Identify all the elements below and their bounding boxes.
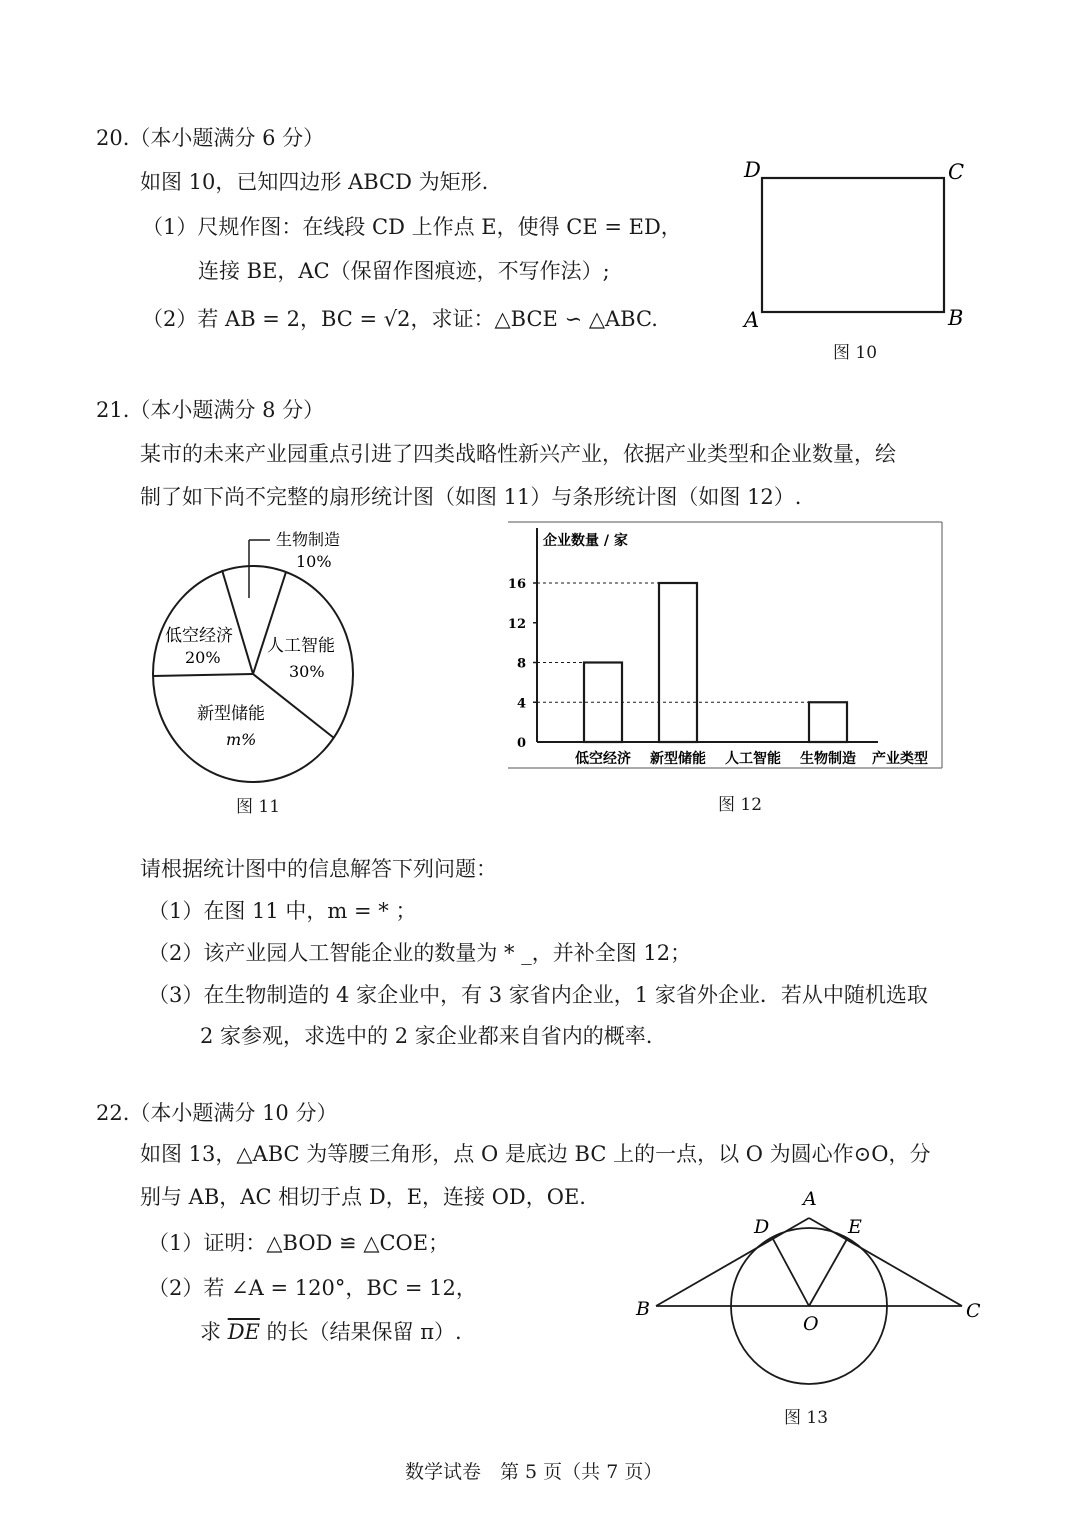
label-D: D [754,1216,770,1238]
q20-header: 20.（本小题满分 6 分） [96,126,325,150]
label-B: B [636,1298,650,1320]
label-E: E [848,1216,862,1238]
pie-label-storage: 新型储能 [197,704,265,724]
q22-part2-pre: 求 [200,1320,221,1344]
label-A: A [744,308,760,332]
figure-11-caption: 图 11 [236,797,281,817]
q20-intro: 如图 10，已知四边形 ABCD 为矩形. [140,170,489,194]
q22-part1: （1）证明：△BOD ≌ △COE； [148,1231,450,1255]
q20-part2: （2）若 AB = 2，BC = √2，求证：△BCE ∽ △ABC. [142,307,658,331]
q21-header: 21.（本小题满分 8 分） [96,398,325,422]
y-tick-label: 12 [507,616,526,632]
segment-od [773,1239,809,1306]
arc-de: $\overline{DE}$ [227,1320,260,1344]
q20-part1: （1）尺规作图：在线段 CD 上作点 E，使得 CE = ED， [142,215,682,239]
q22-part2: （2）若 ∠A = 120°，BC = 12， [148,1276,477,1300]
q22-intro-line1: 如图 13，△ABC 为等腰三角形，点 O 是底边 BC 上的一点，以 O 为圆心作⊙O，分 [140,1142,931,1166]
pie-value-lowalt: 20% [185,648,221,667]
y-axis-label: 企业数量 / 家 [543,533,628,549]
x-tick-label: 低空经济 [575,751,631,767]
q21-sub3-cont: 2 家参观，求选中的 2 家企业都来自省内的概率. [200,1024,653,1048]
q21-sub2: （2）该产业园人工智能企业的数量为 * _，并补全图 12； [148,941,692,965]
q21-prompt: 请根据统计图中的信息解答下列问题： [140,857,497,881]
y-tick-label: 4 [516,696,526,712]
label-C: C [948,160,965,184]
label-C: C [966,1300,981,1322]
y-tick-label: 8 [516,656,526,672]
q21-sub3: （3）在生物制造的 4 家企业中，有 3 家省内企业，1 家省外企业．若从中随机选取 [148,983,928,1007]
q22-part2-post: 的长（结果保留 π）. [266,1320,462,1344]
segment-oe [809,1239,847,1306]
y-tick-label: 0 [516,736,526,751]
figure-10-caption: 图 10 [833,343,878,363]
pie-value-storage: m% [226,730,257,749]
x-tick-label: 生物制造 [800,751,856,767]
pie-label-ai: 人工智能 [267,636,335,656]
y-tick-label: 16 [507,577,526,592]
page-footer: 数学试卷 第 5 页（共 7 页） [405,1461,663,1483]
pie-label-bio: 生物制造 [276,530,341,549]
label-O: O [803,1313,819,1335]
pie-value-ai: 30% [289,662,325,681]
x-tick-label: 新型储能 [650,751,706,767]
q21-intro-line2: 制了如下尚不完整的扇形统计图（如图 11）与条形统计图（如图 12）. [140,485,802,509]
figure-12-caption: 图 12 [718,795,763,815]
x-tick-label: 人工智能 [725,751,781,767]
x-axis-label: 产业类型 [872,751,928,767]
label-A: A [803,1188,817,1210]
q22-header: 22.（本小题满分 10 分） [96,1101,338,1125]
pie-value-bio: 10% [296,552,332,571]
figure-13-caption: 图 13 [784,1408,829,1428]
q21-intro-line1: 某市的未来产业园重点引进了四类战略性新兴产业，依据产业类型和企业数量，绘 [140,442,896,466]
q21-sub1: （1）在图 11 中，m = * ； [148,899,417,923]
label-D: D [744,158,761,182]
q20-part1-cont: 连接 BE，AC（保留作图痕迹，不写作法）; [198,259,610,283]
pie-label-lowalt: 低空经济 [165,626,233,646]
q22-intro-line2: 别与 AB，AC 相切于点 D，E，连接 OD，OE. [140,1185,586,1209]
label-B: B [948,306,964,330]
